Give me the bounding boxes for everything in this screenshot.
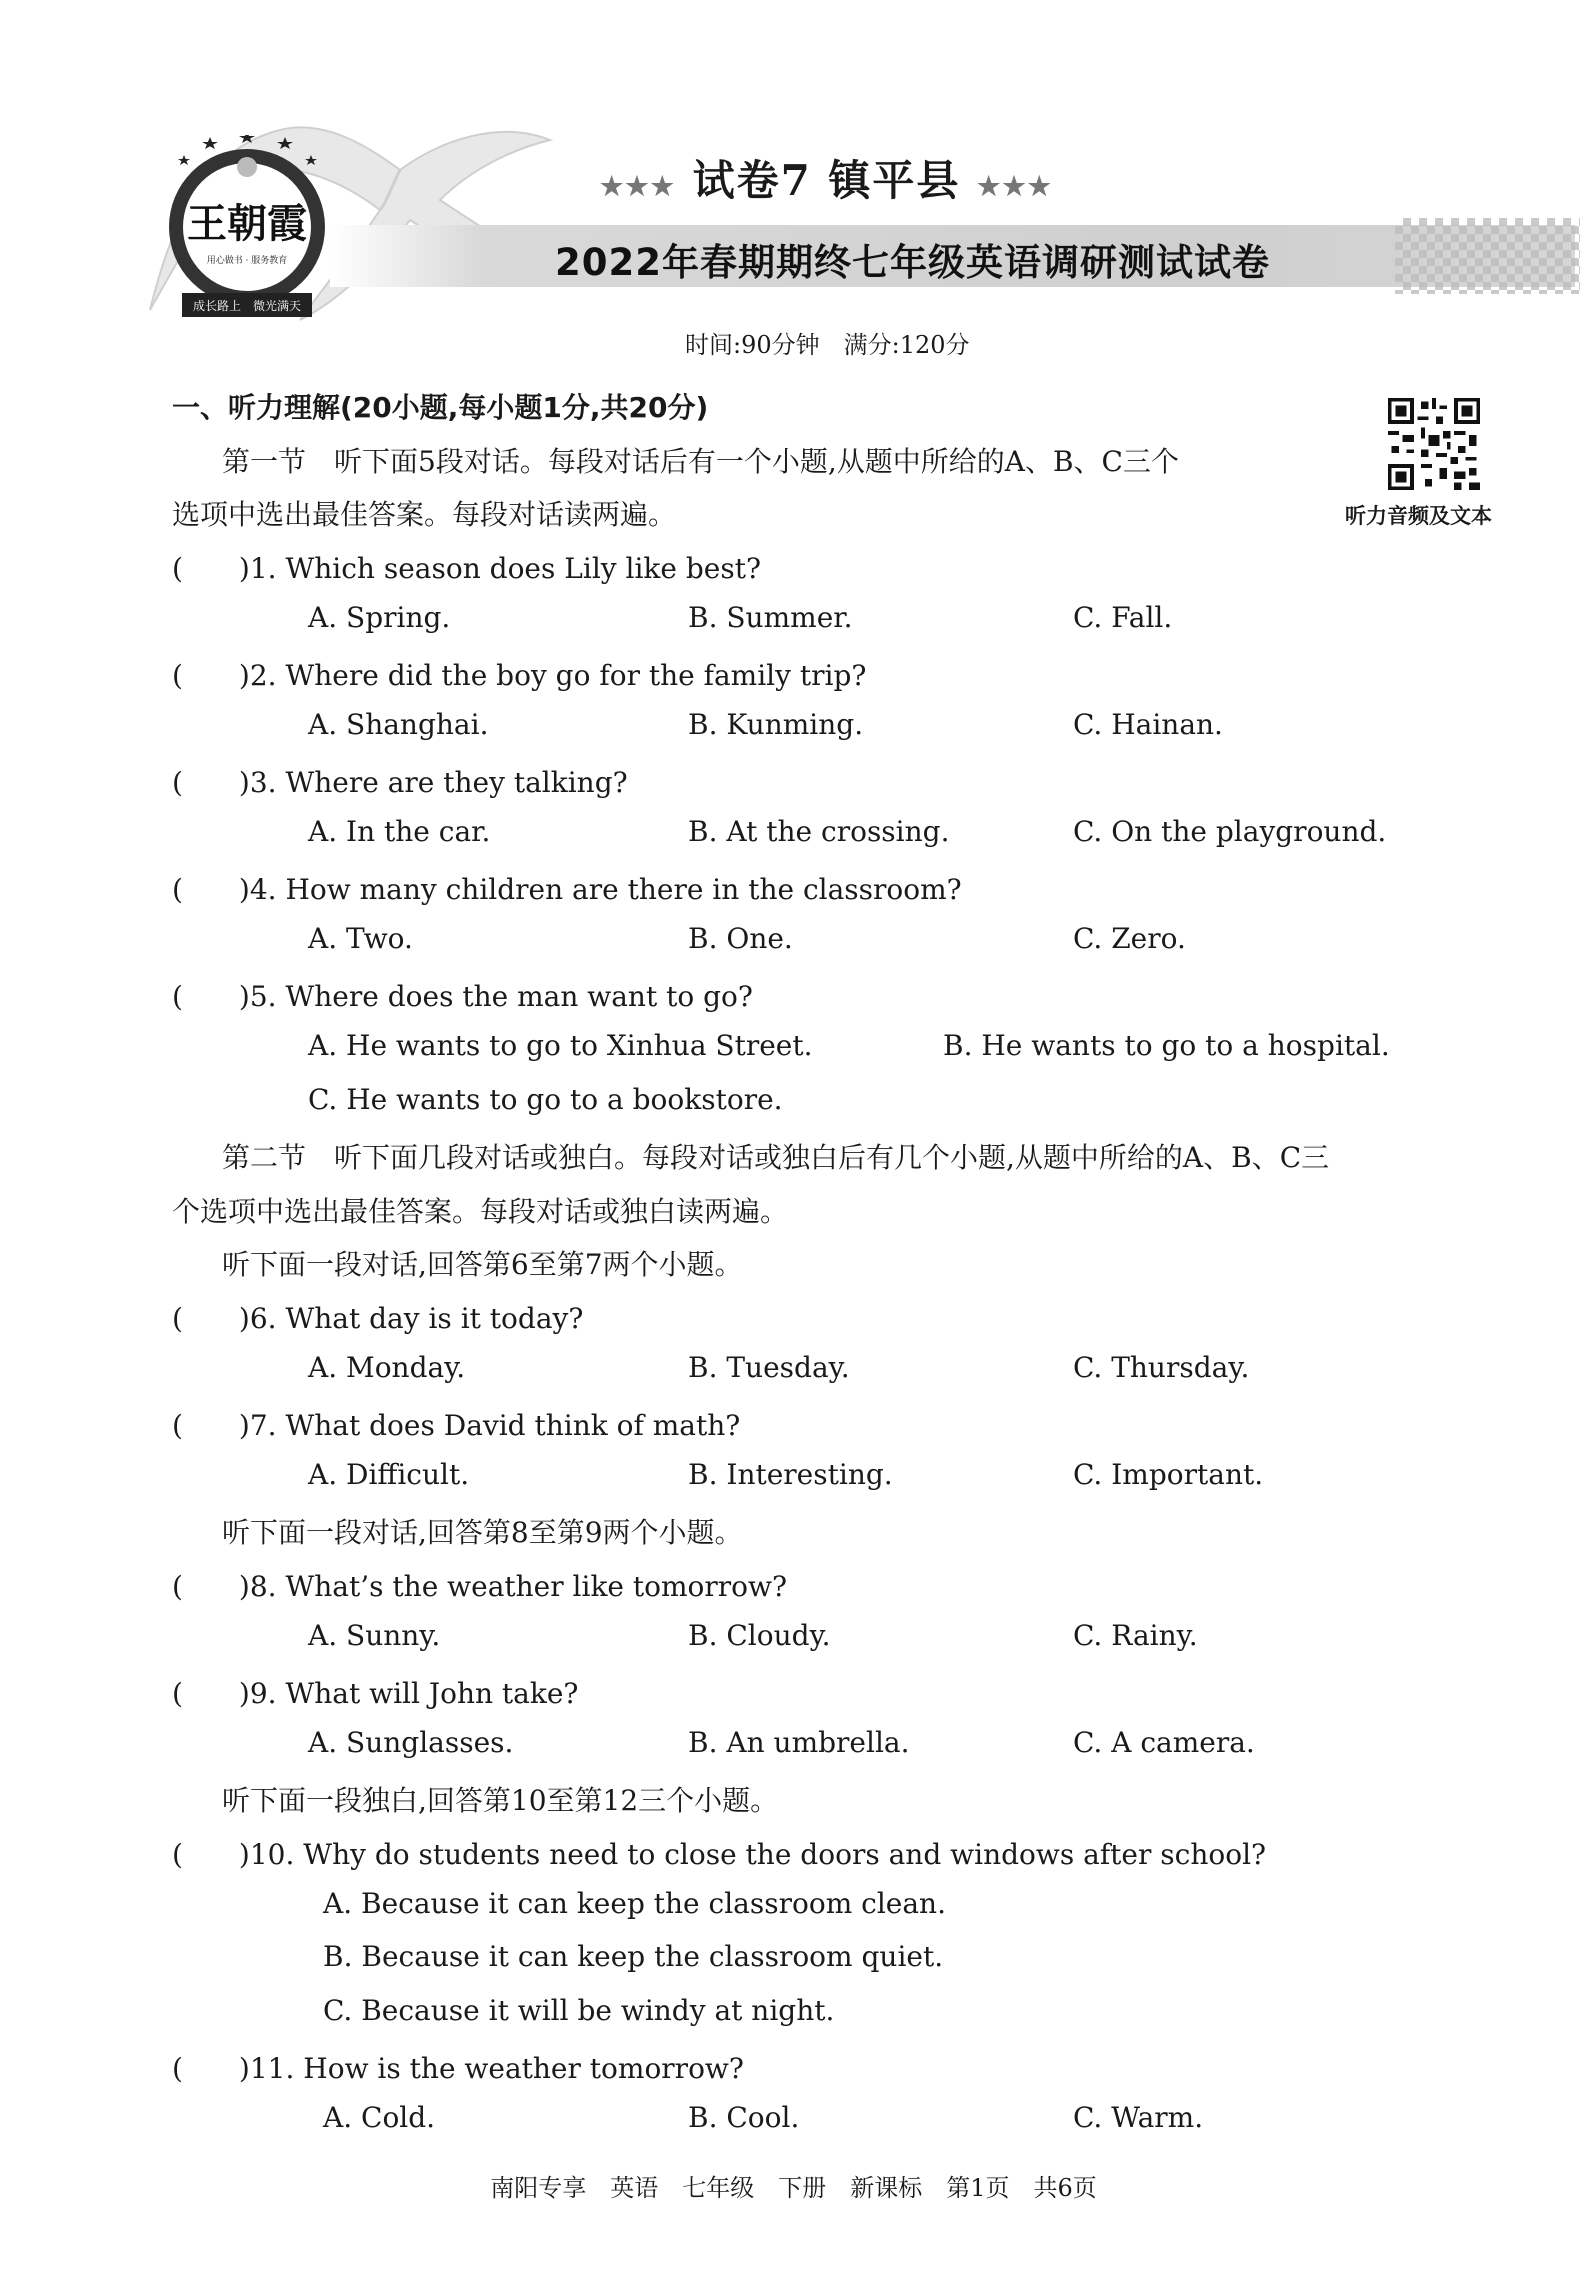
question-stem: 3. Where are they talking? — [249, 766, 628, 799]
answer-bracket[interactable]: ( ) — [172, 2052, 250, 2085]
question-stem: 10. Why do students need to close the doors and windows after school? — [249, 1838, 1267, 1871]
option-c: C. Hainan. — [1073, 708, 1223, 741]
option-a: A. In the car. — [308, 815, 491, 848]
qr-code-icon[interactable] — [1388, 398, 1480, 490]
question-stem: 9. What will John take? — [249, 1677, 579, 1710]
question-10 — [172, 1833, 1266, 1873]
option-b: B. Because it can keep the classroom quiet. — [323, 1940, 944, 1973]
answer-bracket[interactable]: ( ) — [172, 552, 250, 585]
option-a: A. Cold. — [323, 2101, 436, 2134]
question-11 — [172, 2047, 744, 2087]
option-c: C. A camera. — [1073, 1726, 1255, 1759]
question-1 — [172, 547, 761, 587]
option-a: A. Difficult. — [308, 1458, 470, 1491]
question-3 — [172, 761, 628, 801]
question-stem: 8. What’s the weather like tomorrow? — [249, 1570, 787, 1603]
question-2 — [172, 654, 866, 694]
question-stem: 1. Which season does Lily like best? — [249, 552, 761, 585]
option-c: C. Fall. — [1073, 601, 1173, 634]
svg-text:成长路上 微光满天: 成长路上 微光满天 — [192, 299, 302, 313]
option-b: B. An umbrella. — [688, 1726, 910, 1759]
question-5 — [172, 975, 753, 1015]
option-a: A. Sunny. — [308, 1619, 441, 1652]
publisher-logo — [160, 135, 335, 325]
question-stem: 11. How is the weather tomorrow? — [249, 2052, 744, 2085]
question-6 — [172, 1297, 583, 1337]
option-c: C. Warm. — [1073, 2101, 1204, 2134]
svg-text:用心做书 · 服务教育: 用心做书 · 服务教育 — [206, 256, 288, 266]
question-9 — [172, 1672, 578, 1712]
option-c: C. Rainy. — [1073, 1619, 1198, 1652]
exam-number-text: 试卷7 镇平县 — [692, 156, 961, 205]
option-c: C. Important. — [1073, 1458, 1264, 1491]
svg-text:王朝霞: 王朝霞 — [187, 200, 307, 247]
option-a: A. Sunglasses. — [308, 1726, 514, 1759]
option-c: C. On the playground. — [1073, 815, 1387, 848]
option-a: A. Because it can keep the classroom clean. — [323, 1887, 946, 1920]
option-a: A. He wants to go to Xinhua Street. — [308, 1029, 813, 1062]
option-b: B. Tuesday. — [688, 1351, 850, 1384]
option-b: B. Interesting. — [688, 1458, 893, 1491]
part1-instruction-line2: 选项中选出最佳答案。每段对话读两遍。 — [172, 498, 677, 531]
instruction-q10-q12: 听下面一段独白,回答第10至第12三个小题。 — [222, 1784, 779, 1817]
option-b: B. He wants to go to a hospital. — [943, 1029, 1390, 1062]
answer-bracket[interactable]: ( ) — [172, 980, 250, 1013]
option-a: A. Spring. — [308, 601, 451, 634]
part1-instruction-line1: 第一节 听下面5段对话。每段对话后有一个小题,从题中所给的A、B、C三个 — [222, 445, 1179, 478]
question-stem: 7. What does David think of math? — [249, 1409, 741, 1442]
checker-pattern — [1395, 218, 1580, 294]
option-b: B. One. — [688, 922, 793, 955]
page-title: 2022年春期期终七年级英语调研测试试卷 — [555, 241, 1270, 284]
answer-bracket[interactable]: ( ) — [172, 873, 250, 906]
option-b: B. Kunming. — [688, 708, 864, 741]
part2-instruction-line2: 个选项中选出最佳答案。每段对话或独白读两遍。 — [172, 1195, 789, 1228]
left-stars: ★★★ — [600, 172, 676, 202]
option-c: C. Thursday. — [1073, 1351, 1250, 1384]
question-7 — [172, 1404, 740, 1444]
answer-bracket[interactable]: ( ) — [172, 659, 250, 692]
option-b: B. Summer. — [688, 601, 853, 634]
right-stars: ★★★ — [977, 172, 1053, 202]
answer-bracket[interactable]: ( ) — [172, 1838, 250, 1871]
section-title: 一、听力理解(20小题,每小题1分,共20分) — [172, 391, 709, 424]
option-c: C. Because it will be windy at night. — [323, 1994, 835, 2027]
answer-bracket[interactable]: ( ) — [172, 1409, 250, 1442]
page-footer: 南阳专享 英语 七年级 下册 新课标 第1页 共6页 — [490, 2174, 1097, 2202]
answer-bracket[interactable]: ( ) — [172, 1570, 250, 1603]
option-c: C. Zero. — [1073, 922, 1186, 955]
question-8 — [172, 1565, 787, 1605]
option-a: A. Two. — [308, 922, 413, 955]
option-a: A. Monday. — [308, 1351, 466, 1384]
option-b: B. At the crossing. — [688, 815, 950, 848]
question-4 — [172, 868, 962, 908]
option-b: B. Cool. — [688, 2101, 800, 2134]
answer-bracket[interactable]: ( ) — [172, 1677, 250, 1710]
question-stem: 6. What day is it today? — [249, 1302, 584, 1335]
instruction-q8-q9: 听下面一段对话,回答第8至第9两个小题。 — [222, 1516, 743, 1549]
question-stem: 4. How many children are there in the classroom? — [249, 873, 962, 906]
exam-meta: 时间:90分钟 满分:120分 — [685, 331, 970, 359]
exam-number — [600, 148, 1053, 208]
option-a: A. Shanghai. — [308, 708, 489, 741]
question-stem: 5. Where does the man want to go? — [249, 980, 753, 1013]
qr-caption: 听力音频及文本 — [1345, 504, 1492, 528]
answer-bracket[interactable]: ( ) — [172, 766, 250, 799]
option-b: B. Cloudy. — [688, 1619, 831, 1652]
question-stem: 2. Where did the boy go for the family trip? — [249, 659, 867, 692]
option-c: C. He wants to go to a bookstore. — [308, 1083, 783, 1116]
answer-bracket[interactable]: ( ) — [172, 1302, 250, 1335]
part2-instruction-line1: 第二节 听下面几段对话或独白。每段对话或独白后有几个小题,从题中所给的A、B、C三 — [222, 1141, 1330, 1174]
instruction-q6-q7: 听下面一段对话,回答第6至第7两个小题。 — [222, 1248, 743, 1281]
